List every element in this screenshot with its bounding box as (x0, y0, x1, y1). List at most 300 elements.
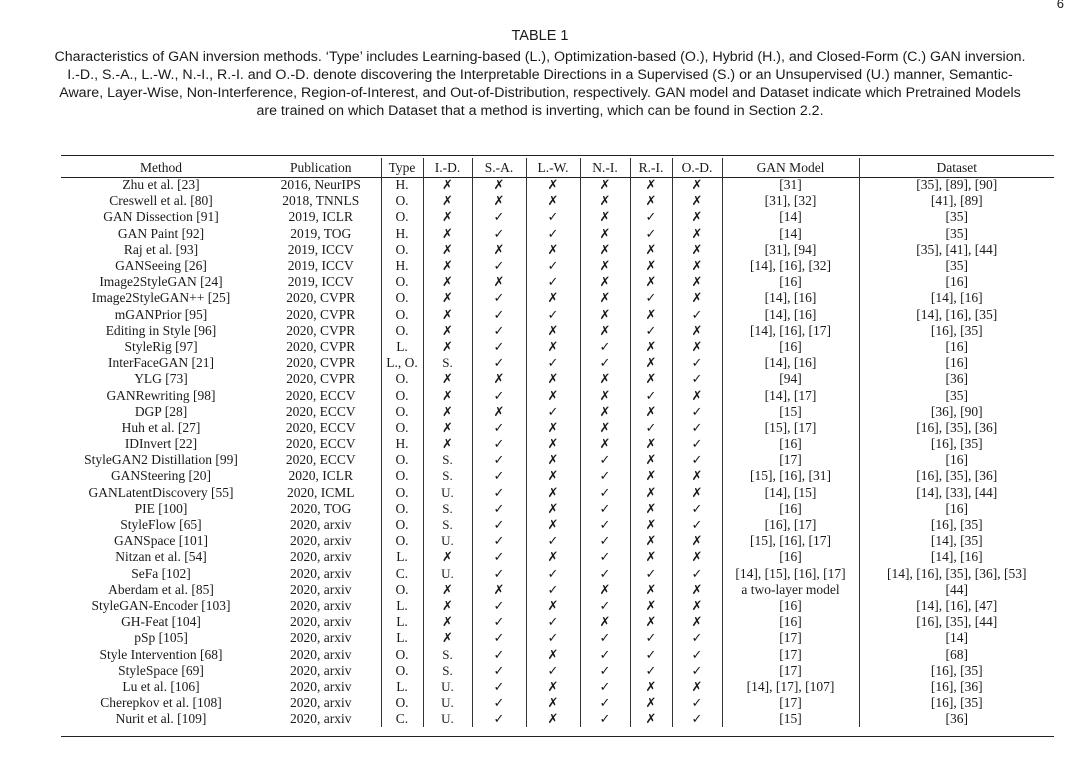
cell-type: H. (381, 226, 423, 242)
page-number: 6 (1056, 0, 1064, 11)
cell-method: GANSteering [20] (110, 468, 212, 484)
cell-type: O. (381, 387, 423, 403)
table-row (61, 468, 1054, 484)
cell-id: ✗ (423, 339, 472, 355)
table-row (61, 582, 1054, 598)
cell-sa: ✓ (472, 630, 526, 646)
cell-id: ✗ (423, 549, 472, 565)
cell-od: ✗ (672, 339, 722, 355)
cell-type: O. (381, 695, 423, 711)
cell-id: ✗ (423, 598, 472, 614)
cell-od: ✗ (672, 533, 722, 549)
cell-publication: 2020, ECCV (261, 404, 381, 420)
cell-type: H. (381, 436, 423, 452)
cell-lw: ✗ (526, 387, 580, 403)
cell-publication: 2020, ICLR (261, 468, 381, 484)
cell-type: L. (381, 339, 423, 355)
table-row (61, 533, 1054, 549)
cell-ri: ✗ (630, 711, 672, 727)
cell-od: ✓ (672, 371, 722, 387)
cell-ri: ✗ (630, 355, 672, 371)
cell-ni: ✓ (580, 711, 630, 727)
cell-lw: ✗ (526, 452, 580, 468)
cell-dataset: [41], [89] (930, 193, 983, 209)
table-row (61, 679, 1054, 695)
cell-lw: ✗ (526, 501, 580, 517)
cell-lw: ✗ (526, 646, 580, 662)
cell-type: O. (381, 404, 423, 420)
cell-od: ✗ (672, 679, 722, 695)
cell-sa: ✓ (472, 420, 526, 436)
cell-method: Nitzan et al. [54] (115, 549, 207, 565)
cell-method: Aberdam et al. [85] (108, 581, 214, 597)
cell-gan-model: [17] (722, 646, 859, 662)
cell-method: StyleRig [97] (124, 338, 198, 354)
cell-method: GAN Dissection [91] (103, 209, 219, 225)
cell-ri: ✗ (630, 193, 672, 209)
cell-dataset: [36], [90] (930, 403, 983, 419)
cell-publication: 2020, arxiv (261, 517, 381, 533)
table-caption: Characteristics of GAN inversion methods. ‘Type’ includes Learning-based (L.), Optimization-based (O.), Hybrid (H.), and Closed-Form (C.) GAN inversion. I.-D., S.-A., L.-W., N.-I., R.-I. and O.-D. denote discovering the Interpretable Directions in a Supervised (S.) or an Unsupervised (U.) manner, Semantic-Aware, Layer-Wise, Non-Interference, Region-of-Interest, and Out-of-Distribution, respectively. GAN model and Dataset indicate which Pretrained Models are trained on which Dataset that a method is inverting, which can be found in Section 2.2. (54, 49, 1026, 119)
cell-publication: 2020, ICML (261, 485, 381, 501)
header-ni: N.-I. (580, 158, 630, 177)
cell-od: ✓ (672, 695, 722, 711)
cell-gan-model: [14], [16] (722, 307, 859, 323)
cell-od: ✗ (672, 549, 722, 565)
cell-type: O. (381, 371, 423, 387)
cell-method: mGANPrior [95] (114, 306, 208, 322)
cell-ni: ✓ (580, 501, 630, 517)
table-row (61, 274, 1054, 290)
cell-ni: ✓ (580, 598, 630, 614)
cell-type: C. (381, 566, 423, 582)
cell-method: YLG [73] (134, 371, 188, 387)
cell-ni: ✗ (580, 582, 630, 598)
cell-method: StyleGAN-Encoder [103] (91, 597, 231, 613)
cell-id: ✗ (423, 307, 472, 323)
table-row (61, 630, 1054, 646)
cell-ni: ✓ (580, 468, 630, 484)
cell-publication: 2019, ICCV (261, 258, 381, 274)
cell-sa: ✗ (472, 177, 526, 193)
cell-ni: ✗ (580, 420, 630, 436)
cell-publication: 2019, ICCV (261, 242, 381, 258)
cell-method: Image2StyleGAN [24] (99, 274, 223, 290)
cell-ni: ✓ (580, 517, 630, 533)
cell-dataset: [16] (945, 274, 968, 290)
cell-id: ✗ (423, 258, 472, 274)
cell-lw: ✗ (526, 371, 580, 387)
cell-id: U. (423, 566, 472, 582)
cell-lw: ✓ (526, 630, 580, 646)
cell-lw: ✗ (526, 549, 580, 565)
cell-type: O. (381, 501, 423, 517)
cell-od: ✗ (672, 323, 722, 339)
cell-sa: ✓ (472, 501, 526, 517)
cell-lw: ✗ (526, 177, 580, 193)
header-od: O.-D. (672, 158, 722, 177)
cell-method: InterFaceGAN [21] (107, 355, 215, 371)
cell-gan-model: [14], [15] (722, 485, 859, 501)
cell-ni: ✓ (580, 695, 630, 711)
cell-sa: ✓ (472, 663, 526, 679)
cell-type: O. (381, 485, 423, 501)
cell-sa: ✓ (472, 436, 526, 452)
cell-ni: ✓ (580, 485, 630, 501)
header-type: Type (381, 158, 423, 177)
cell-type: O. (381, 468, 423, 484)
header-sa: S.-A. (472, 158, 526, 177)
cell-gan-model: [31] (722, 177, 859, 193)
cell-sa: ✗ (472, 274, 526, 290)
cell-od: ✗ (672, 485, 722, 501)
cell-publication: 2019, ICCV (261, 274, 381, 290)
cell-ni: ✓ (580, 663, 630, 679)
cell-sa: ✗ (472, 193, 526, 209)
cell-publication: 2020, arxiv (261, 549, 381, 565)
table-row (61, 209, 1054, 225)
cell-method: Image2StyleGAN++ [25] (91, 290, 231, 306)
cell-id: ✗ (423, 323, 472, 339)
cell-sa: ✓ (472, 290, 526, 306)
cell-ri: ✓ (630, 420, 672, 436)
cell-type: O. (381, 290, 423, 306)
cell-id: S. (423, 663, 472, 679)
cell-id: U. (423, 533, 472, 549)
cell-type: O. (381, 209, 423, 225)
cell-ni: ✗ (580, 323, 630, 339)
cell-id: S. (423, 452, 472, 468)
cell-type: O. (381, 517, 423, 533)
cell-type: O. (381, 193, 423, 209)
cell-od: ✗ (672, 177, 722, 193)
cell-lw: ✓ (526, 614, 580, 630)
cell-ni: ✗ (580, 436, 630, 452)
cell-gan-model: [14], [17] (722, 387, 859, 403)
cell-lw: ✗ (526, 598, 580, 614)
cell-method: pSp [105] (134, 630, 188, 646)
cell-method: Cherepkov et al. [108] (100, 695, 222, 711)
cell-ri: ✓ (630, 566, 672, 582)
cell-gan-model: [14], [16] (722, 290, 859, 306)
cell-ni: ✗ (580, 258, 630, 274)
cell-type: O. (381, 533, 423, 549)
table-row (61, 614, 1054, 630)
cell-dataset: [35] (945, 258, 968, 274)
cell-id: ✗ (423, 582, 472, 598)
cell-dataset: [14] (945, 630, 968, 646)
cell-method: GANSeeing [26] (115, 258, 207, 274)
cell-od: ✗ (672, 226, 722, 242)
cell-sa: ✓ (472, 549, 526, 565)
cell-type: H. (381, 258, 423, 274)
cell-od: ✗ (672, 468, 722, 484)
cell-dataset: [44] (945, 581, 968, 597)
cell-gan-model: [15] (722, 404, 859, 420)
cell-od: ✓ (672, 436, 722, 452)
cell-dataset: [16], [35] (930, 322, 983, 338)
header-row (61, 158, 1054, 177)
cell-sa: ✓ (472, 695, 526, 711)
cell-od: ✗ (672, 193, 722, 209)
cell-sa: ✗ (472, 404, 526, 420)
header-gan-model: GAN Model (722, 158, 859, 177)
table-row (61, 566, 1054, 582)
cell-id: U. (423, 679, 472, 695)
table-row (61, 711, 1054, 727)
cell-sa: ✓ (472, 258, 526, 274)
cell-lw: ✗ (526, 517, 580, 533)
cell-ni: ✗ (580, 274, 630, 290)
cell-type: O. (381, 242, 423, 258)
top-rule (61, 155, 1054, 156)
cell-publication: 2020, CVPR (261, 355, 381, 371)
cell-od: ✓ (672, 420, 722, 436)
cell-ri: ✗ (630, 485, 672, 501)
cell-dataset: [14], [35] (930, 533, 983, 549)
cell-gan-model: [16] (722, 339, 859, 355)
cell-gan-model: [15], [16], [31] (722, 468, 859, 484)
cell-lw: ✗ (526, 290, 580, 306)
cell-method: Huh et al. [27] (121, 419, 201, 435)
cell-sa: ✓ (472, 598, 526, 614)
cell-ri: ✓ (630, 226, 672, 242)
cell-publication: 2020, CVPR (261, 371, 381, 387)
cell-sa: ✓ (472, 387, 526, 403)
cell-publication: 2020, arxiv (261, 598, 381, 614)
cell-od: ✓ (672, 646, 722, 662)
table-row (61, 323, 1054, 339)
cell-publication: 2020, TOG (261, 501, 381, 517)
cell-od: ✓ (672, 566, 722, 582)
cell-lw: ✗ (526, 420, 580, 436)
cell-id: ✗ (423, 274, 472, 290)
cell-gan-model: [15], [16], [17] (722, 533, 859, 549)
cell-id: S. (423, 517, 472, 533)
cell-publication: 2019, TOG (261, 226, 381, 242)
cell-dataset: [35], [89], [90] (916, 177, 998, 193)
cell-ni: ✗ (580, 371, 630, 387)
cell-od: ✓ (672, 663, 722, 679)
cell-id: ✗ (423, 404, 472, 420)
cell-id: ✗ (423, 387, 472, 403)
cell-id: U. (423, 711, 472, 727)
cell-ni: ✗ (580, 290, 630, 306)
cell-dataset: [16], [35], [44] (916, 614, 998, 630)
cell-type: H. (381, 177, 423, 193)
cell-ri: ✓ (630, 630, 672, 646)
cell-gan-model: [14], [17], [107] (722, 679, 859, 695)
cell-lw: ✓ (526, 274, 580, 290)
cell-dataset: [14], [16] (930, 290, 983, 306)
cell-od: ✓ (672, 307, 722, 323)
cell-ni: ✗ (580, 209, 630, 225)
cell-sa: ✓ (472, 679, 526, 695)
cell-sa: ✗ (472, 371, 526, 387)
cell-ni: ✓ (580, 646, 630, 662)
cell-ni: ✗ (580, 193, 630, 209)
cell-method: StyleGAN2 Distillation [99] (84, 452, 238, 468)
cell-gan-model: [16], [17] (722, 517, 859, 533)
cell-type: L. (381, 598, 423, 614)
cell-ri: ✓ (630, 387, 672, 403)
cell-od: ✗ (672, 274, 722, 290)
cell-ni: ✓ (580, 549, 630, 565)
cell-gan-model: [15], [17] (722, 420, 859, 436)
cell-dataset: [16], [35] (930, 517, 983, 533)
cell-type: L., O. (381, 355, 423, 371)
cell-gan-model: [17] (722, 452, 859, 468)
cell-sa: ✗ (472, 582, 526, 598)
cell-method: Nurit et al. [109] (115, 711, 207, 727)
cell-ni: ✓ (580, 679, 630, 695)
cell-id: ✗ (423, 630, 472, 646)
cell-lw: ✓ (526, 566, 580, 582)
cell-lw: ✗ (526, 242, 580, 258)
cell-ri: ✗ (630, 452, 672, 468)
cell-id: ✗ (423, 209, 472, 225)
cell-gan-model: [14], [16] (722, 355, 859, 371)
cell-id: S. (423, 501, 472, 517)
table-row (61, 452, 1054, 468)
cell-ri: ✗ (630, 274, 672, 290)
cell-lw: ✗ (526, 711, 580, 727)
cell-gan-model: [14], [16], [32] (722, 258, 859, 274)
cell-ri: ✗ (630, 695, 672, 711)
cell-lw: ✓ (526, 226, 580, 242)
cell-ri: ✓ (630, 663, 672, 679)
cell-lw: ✓ (526, 258, 580, 274)
cell-lw: ✗ (526, 485, 580, 501)
cell-id: ✗ (423, 290, 472, 306)
table-row (61, 387, 1054, 403)
table-row (61, 177, 1054, 193)
cell-id: U. (423, 695, 472, 711)
cell-dataset: [14], [16], [47] (916, 597, 998, 613)
cell-publication: 2020, arxiv (261, 679, 381, 695)
cell-gan-model: [16] (722, 436, 859, 452)
cell-sa: ✓ (472, 323, 526, 339)
cell-method: Creswell et al. [80] (109, 193, 213, 209)
cell-sa: ✓ (472, 209, 526, 225)
cell-ni: ✗ (580, 242, 630, 258)
header-dataset: Dataset (936, 159, 977, 175)
cell-ri: ✗ (630, 549, 672, 565)
cell-sa: ✓ (472, 566, 526, 582)
cell-publication: 2020, arxiv (261, 711, 381, 727)
table-row (61, 242, 1054, 258)
cell-id: S. (423, 646, 472, 662)
cell-lw: ✗ (526, 468, 580, 484)
cell-dataset: [36] (945, 371, 968, 387)
cell-lw: ✓ (526, 582, 580, 598)
cell-sa: ✓ (472, 226, 526, 242)
cell-od: ✗ (672, 258, 722, 274)
cell-od: ✗ (672, 242, 722, 258)
cell-publication: 2020, CVPR (261, 323, 381, 339)
cell-type: O. (381, 307, 423, 323)
cell-sa: ✓ (472, 307, 526, 323)
cell-lw: ✓ (526, 209, 580, 225)
header-lw: L.-W. (526, 158, 580, 177)
cell-id: S. (423, 355, 472, 371)
cell-lw: ✗ (526, 695, 580, 711)
cell-type: C. (381, 711, 423, 727)
header-id: I.-D. (423, 158, 472, 177)
cell-publication: 2020, ECCV (261, 452, 381, 468)
bottom-rule (61, 736, 1054, 737)
cell-ri: ✗ (630, 371, 672, 387)
cell-method: DGP [28] (134, 403, 188, 419)
cell-lw: ✗ (526, 679, 580, 695)
cell-method: Zhu et al. [23] (122, 177, 200, 193)
table-row (61, 420, 1054, 436)
cell-method: StyleFlow [65] (120, 517, 202, 533)
cell-sa: ✓ (472, 614, 526, 630)
cell-od: ✓ (672, 404, 722, 420)
cell-dataset: [16] (945, 452, 968, 468)
cell-od: ✓ (672, 630, 722, 646)
cell-dataset: [16] (945, 338, 968, 354)
cell-ni: ✗ (580, 404, 630, 420)
cell-dataset: [14], [16], [35] (916, 306, 998, 322)
cell-lw: ✓ (526, 404, 580, 420)
cell-dataset: [35] (945, 387, 968, 403)
cell-method: Style Intervention [68] (99, 646, 223, 662)
cell-type: O. (381, 420, 423, 436)
cell-ri: ✓ (630, 323, 672, 339)
cell-id: ✗ (423, 226, 472, 242)
cell-gan-model: [14], [16], [17] (722, 323, 859, 339)
cell-od: ✗ (672, 614, 722, 630)
cell-type: L. (381, 614, 423, 630)
cell-publication: 2020, arxiv (261, 566, 381, 582)
cell-method: SeFa [102] (131, 565, 191, 581)
cell-dataset: [36] (945, 711, 968, 727)
table-row (61, 501, 1054, 517)
cell-lw: ✗ (526, 339, 580, 355)
cell-publication: 2020, arxiv (261, 695, 381, 711)
cell-ri: ✗ (630, 242, 672, 258)
cell-lw: ✓ (526, 307, 580, 323)
cell-ni: ✗ (580, 307, 630, 323)
table-row (61, 290, 1054, 306)
cell-type: O. (381, 663, 423, 679)
table-row (61, 549, 1054, 565)
cell-gan-model: a two-layer model (722, 582, 859, 598)
cell-ni: ✗ (580, 226, 630, 242)
cell-gan-model: [16] (722, 614, 859, 630)
cell-method: StyleSpace [69] (118, 662, 204, 678)
cell-ri: ✗ (630, 404, 672, 420)
cell-ni: ✓ (580, 339, 630, 355)
cell-method: IDInvert [22] (124, 436, 198, 452)
cell-id: ✗ (423, 371, 472, 387)
cell-sa: ✓ (472, 646, 526, 662)
cell-lw: ✓ (526, 663, 580, 679)
cell-sa: ✓ (472, 711, 526, 727)
table-row (61, 517, 1054, 533)
cell-publication: 2020, CVPR (261, 307, 381, 323)
cell-dataset: [14], [16], [35], [36], [53] (887, 565, 1027, 581)
cell-dataset: [16], [35], [36] (916, 468, 998, 484)
cell-sa: ✗ (472, 242, 526, 258)
table-row (61, 485, 1054, 501)
cell-dataset: [35] (945, 209, 968, 225)
cell-dataset: [16], [35] (930, 662, 983, 678)
cell-ri: ✗ (630, 307, 672, 323)
cell-ni: ✓ (580, 566, 630, 582)
